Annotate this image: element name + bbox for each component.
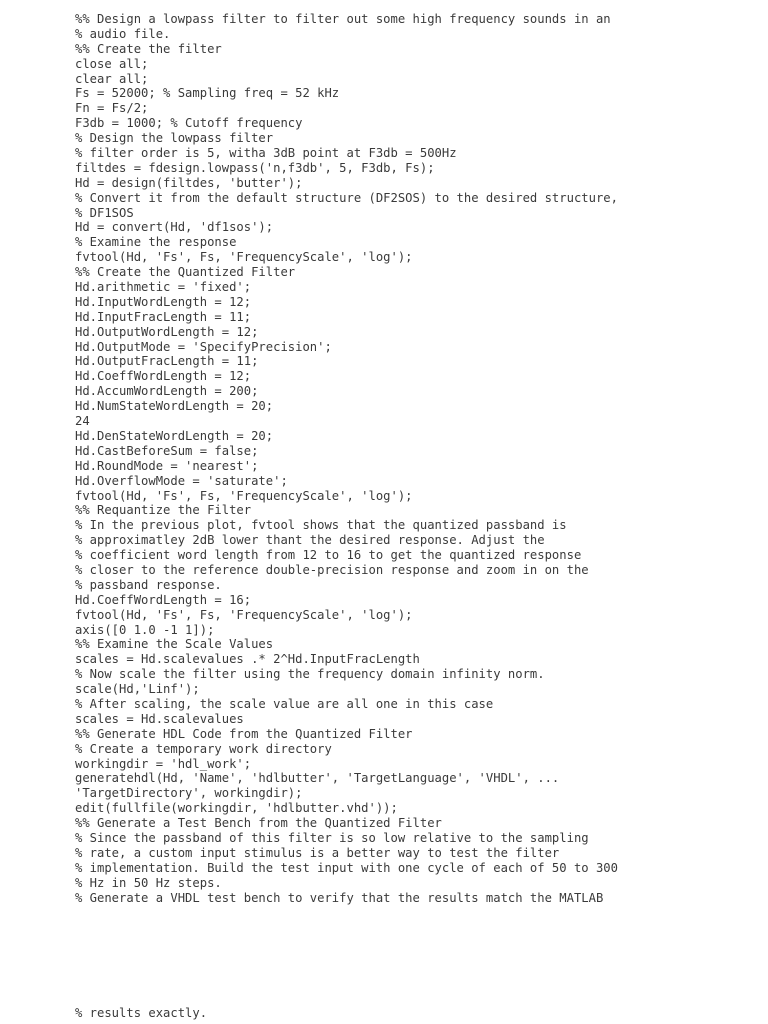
code-line: % rate, a custom input stimulus is a better way to test the filter [75, 845, 560, 860]
code-line: 'TargetDirectory', workingdir); [75, 786, 303, 801]
code-line: % Design the lowpass filter [75, 131, 274, 146]
code-line: scales = Hd.scalevalues .* 2^Hd.InputFracLength [75, 652, 420, 667]
code-line: fvtool(Hd, 'Fs', Fs, 'FrequencyScale', 'log'); [75, 607, 413, 622]
code-line: filtdes = fdesign.lowpass('n,f3db', 5, F3db, Fs); [75, 160, 435, 175]
code-line: Hd.CastBeforeSum = false; [75, 443, 259, 458]
code-line: Hd = convert(Hd, 'df1sos'); [75, 220, 274, 235]
code-line: % Generate a VHDL test bench to verify that the results match the MATLAB [75, 890, 604, 905]
code-line: % Hz in 50 Hz steps. [75, 875, 222, 890]
code-line: % approximatley 2dB lower thant the desired response. Adjust the [75, 533, 545, 548]
code-line: Hd.AccumWordLength = 200; [75, 384, 259, 399]
code-line: generatehdl(Hd, 'Name', 'hdlbutter', 'TargetLanguage', 'VHDL', ... [75, 771, 560, 786]
code-line: clear all; [75, 71, 149, 86]
code-line: %% Examine the Scale Values [75, 637, 274, 652]
code-listing [75, 12, 755, 905]
code-line: F3db = 1000; % Cutoff frequency [75, 116, 303, 131]
code-line: % Examine the response [75, 235, 237, 250]
code-line: Hd.arithmetic = 'fixed'; [75, 280, 252, 295]
code-line: edit(fullfile(workingdir, 'hdlbutter.vhd')); [75, 801, 398, 816]
code-line-trailing: % results exactly. [75, 1006, 208, 1020]
code-line: Hd.OutputMode = 'SpecifyPrecision'; [75, 339, 332, 354]
code-line: Hd.NumStateWordLength = 20; [75, 399, 274, 414]
code-line: Hd.InputWordLength = 12; [75, 294, 252, 309]
code-line: % After scaling, the scale value are all one in this case [75, 696, 494, 711]
code-line: Hd.CoeffWordLength = 16; [75, 592, 252, 607]
code-line: % audio file. [75, 26, 171, 41]
code-line: %% Generate a Test Bench from the Quantized Filter [75, 816, 442, 831]
code-line: Hd.OutputFracLength = 11; [75, 354, 259, 369]
code-line: Hd.DenStateWordLength = 20; [75, 428, 274, 443]
code-line: Hd.OutputWordLength = 12; [75, 324, 259, 339]
code-line: Hd.OverflowMode = 'saturate'; [75, 473, 288, 488]
code-line: Hd = design(filtdes, 'butter'); [75, 175, 303, 190]
code-line: axis([0 1.0 -1 1]); [75, 622, 215, 637]
code-line: % Create a temporary work directory [75, 741, 332, 756]
code-line: %% Design a lowpass filter to filter out some high frequency sounds in an [75, 12, 611, 26]
code-line: Hd.InputFracLength = 11; [75, 309, 252, 324]
code-line: fvtool(Hd, 'Fs', Fs, 'FrequencyScale', 'log'); [75, 250, 413, 265]
code-line: 24 [75, 414, 90, 429]
code-line: %% Create the filter [75, 41, 222, 56]
code-line: % Convert it from the default structure (DF2SOS) to the desired structure, [75, 190, 618, 205]
code-line: % DF1SOS [75, 205, 134, 220]
code-line: %% Generate HDL Code from the Quantized Filter [75, 726, 413, 741]
code-line: Hd.RoundMode = 'nearest'; [75, 458, 259, 473]
code-line: scale(Hd,'Linf'); [75, 682, 200, 697]
code-line: % closer to the reference double-precision response and zoom in on the [75, 562, 589, 577]
code-line: % Now scale the filter using the frequency domain infinity norm. [75, 667, 545, 682]
code-line: % implementation. Build the test input with one cycle of each of 50 to 300 [75, 860, 618, 875]
code-line: % coefficient word length from 12 to 16 to get the quantized response [75, 548, 582, 563]
code-line: fvtool(Hd, 'Fs', Fs, 'FrequencyScale', 'log'); [75, 488, 413, 503]
code-line: close all; [75, 56, 149, 71]
code-line: %% Requantize the Filter [75, 503, 252, 518]
code-line: % filter order is 5, witha 3dB point at F3db = 500Hz [75, 146, 457, 161]
code-line: Fs = 52000; % Sampling freq = 52 kHz [75, 86, 340, 101]
code-line: %% Create the Quantized Filter [75, 265, 296, 280]
code-line: workingdir = 'hdl_work'; [75, 756, 252, 771]
code-line: % In the previous plot, fvtool shows that the quantized passband is [75, 518, 567, 533]
code-line: % passband response. [75, 577, 222, 592]
code-line: Fn = Fs/2; [75, 101, 149, 116]
code-line: % Since the passband of this filter is so low relative to the sampling [75, 830, 589, 845]
code-line: scales = Hd.scalevalues [75, 711, 244, 726]
code-line: Hd.CoeffWordLength = 12; [75, 369, 252, 384]
